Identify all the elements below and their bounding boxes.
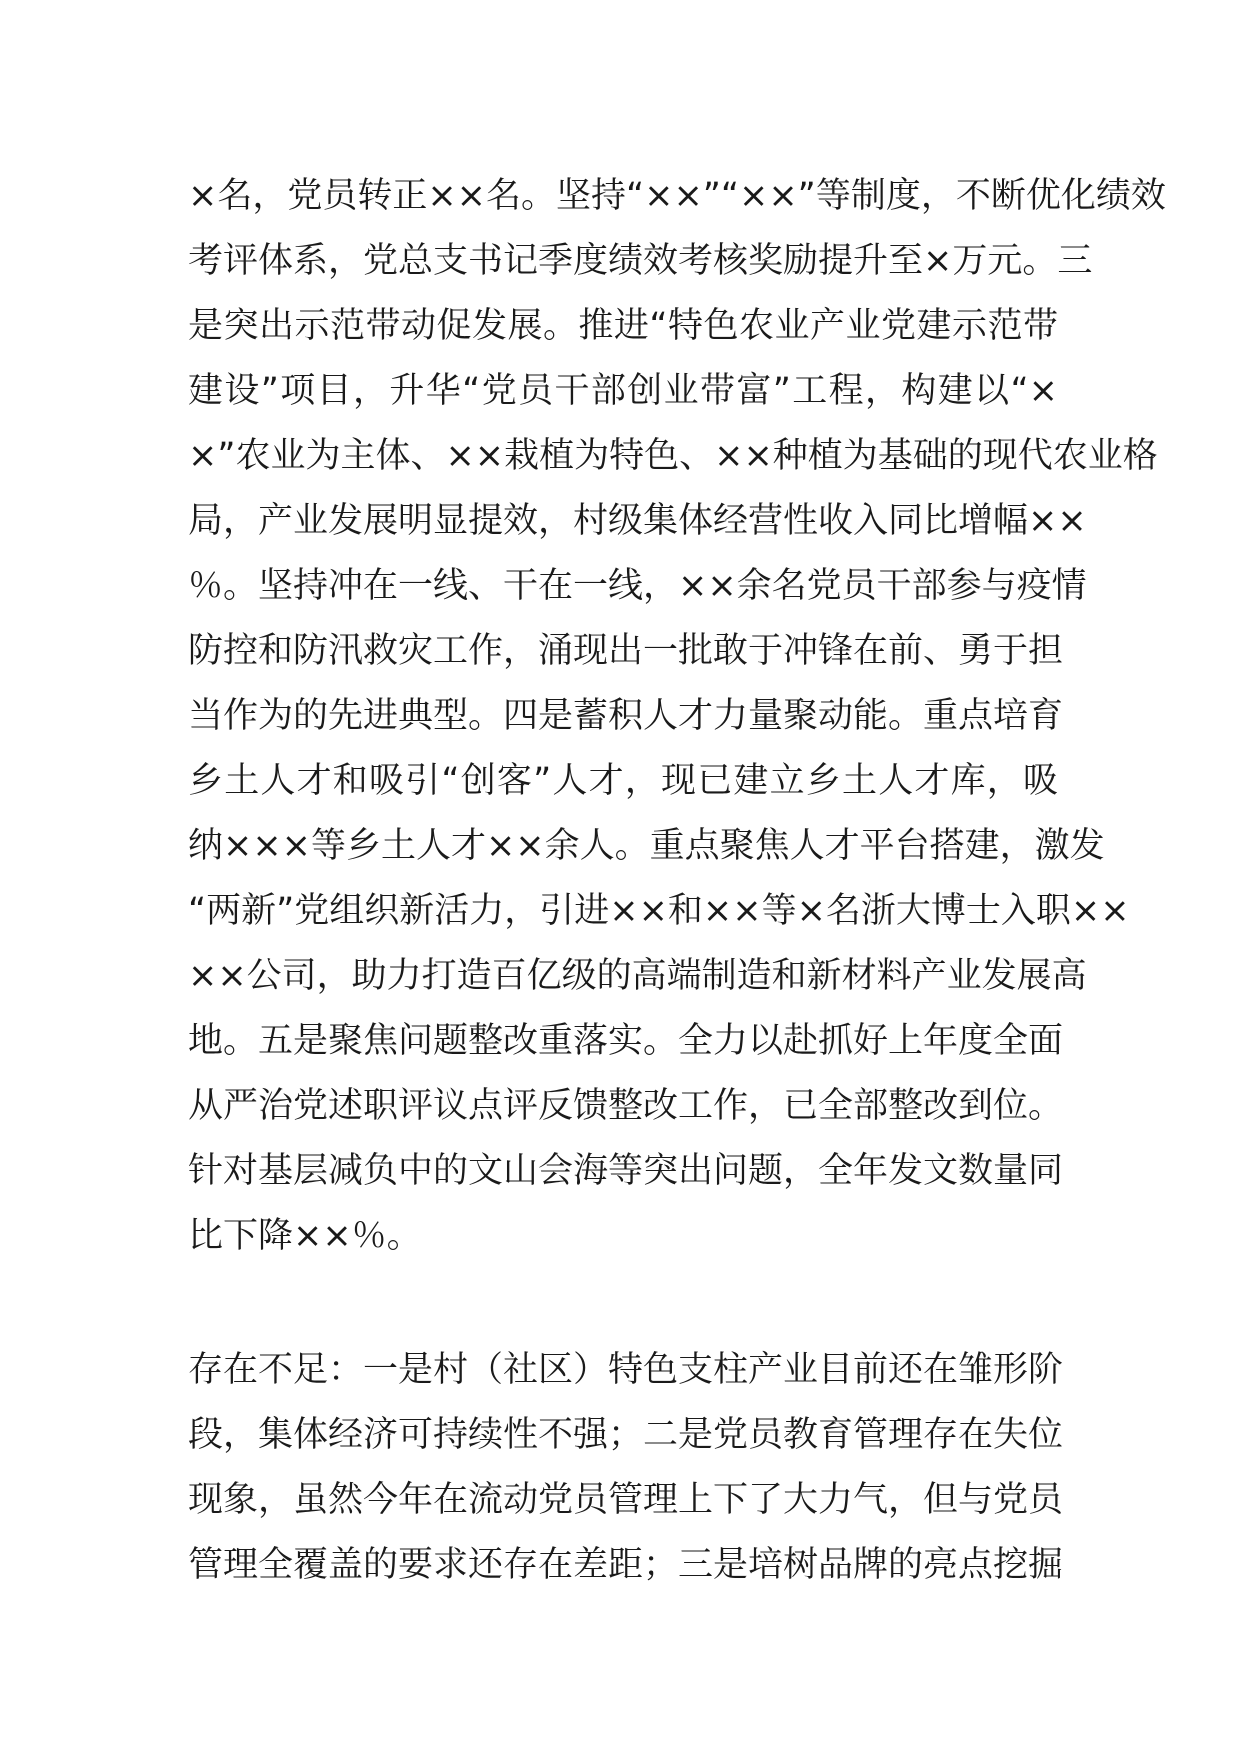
text-line: ×”农业为主体、××栽植为特色、××种植为基础的现代农业格 [188,436,1158,476]
text-line: 考评体系，党总支书记季度绩效考核奖励提升至×万元。三 [188,241,1093,281]
text-line: 地。五是聚焦问题整改重落实。全力以赴抓好上年度全面 [188,1021,1064,1061]
text-line: 现象，虽然今年在流动党员管理上下了大力气，但与党员 [188,1480,1064,1520]
text-line: 建设”项目，升华“党员干部创业带富”工程，构建以“× [188,371,1058,411]
paragraph-shortcomings [188,1338,1064,1598]
text-line: 存在不足：一是村（社区）特色支柱产业目前还在雏形阶 [188,1350,1064,1390]
text-line: ××公司，助力打造百亿级的高端制造和新材料产业发展高 [188,956,1087,996]
text-line: 局，产业发展明显提效，村级集体经营性收入同比增幅×× [188,501,1087,541]
text-line: 针对基层减负中的文山会海等突出问题，全年发文数量同 [188,1151,1064,1191]
text-line: ％。坚持冲在一线、干在一线，××余名党员干部参与疫情 [188,566,1087,606]
text-line: 管理全覆盖的要求还存在差距；三是培树品牌的亮点挖掘 [188,1545,1064,1585]
text-line: 从严治党述职评议点评反馈整改工作，已全部整改到位。 [188,1086,1064,1126]
text-line: 段，集体经济可持续性不强；二是党员教育管理存在失位 [188,1415,1064,1455]
text-line: 防控和防汛救灾工作，涌现出一批敢于冲锋在前、勇于担 [188,631,1064,671]
text-line: “两新”党组织新活力，引进××和××等×名浙大博士入职×× [188,891,1130,931]
text-line: 是突出示范带动促发展。推进“特色农业产业党建示范带 [188,306,1058,346]
paragraph-work-summary [188,164,1166,1269]
text-line: 当作为的先进典型。四是蓄积人才力量聚动能。重点培育 [188,696,1064,736]
text-line: 纳×××等乡土人才××余人。重点聚焦人才平台搭建，激发 [188,826,1105,866]
text-line: 比下降××％。 [188,1216,422,1256]
text-line: 乡土人才和吸引“创客”人才，现已建立乡土人才库，吸 [188,761,1058,801]
text-line: ×名，党员转正××名。坚持“××”“××”等制度，不断优化绩效 [188,176,1166,216]
